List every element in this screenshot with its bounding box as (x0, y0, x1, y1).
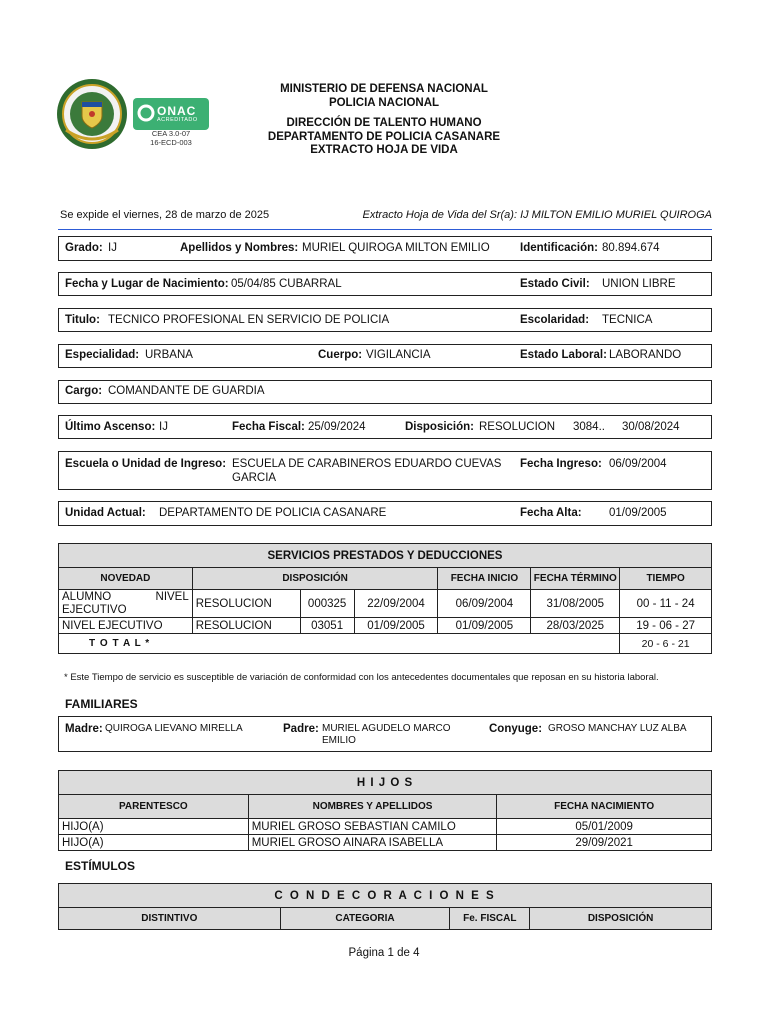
madre-value: QUIROGA LIEVANO MIRELLA (105, 723, 243, 734)
tiempo: 19 - 06 - 27 (620, 618, 712, 634)
parentesco: HIJO(A) (59, 819, 249, 835)
disposicion-number: 3084.. (573, 421, 605, 433)
estado-laboral-label: Estado Laboral: (520, 349, 607, 361)
cargo-value: COMANDANTE DE GUARDIA (108, 385, 265, 397)
escuela-value-line2: GARCIA (232, 472, 277, 484)
col-fe-fiscal: Fe. FISCAL (450, 908, 530, 930)
header-document-title: EXTRACTO HOJA DE VIDA (310, 144, 458, 156)
novedad-word2: NIVEL (155, 590, 189, 603)
onac-code-2: 16-ECD-003 (150, 138, 192, 147)
especialidad-label: Especialidad: (65, 349, 140, 361)
novedad-word1: ALUMNO (62, 590, 112, 603)
col-categoria: CATEGORIA (280, 908, 450, 930)
fecha-ingreso-label: Fecha Ingreso: (520, 458, 602, 470)
grado-label: Grado: (65, 242, 103, 254)
fecha-termino: 28/03/2025 (531, 618, 620, 634)
table-row (59, 618, 712, 634)
escuela-label: Escuela o Unidad de Ingreso: (65, 458, 227, 470)
nombre: MURIEL GROSO SEBASTIAN CAMILO (248, 819, 497, 835)
cargo-label: Cargo: (65, 385, 103, 397)
disposicion-value: RESOLUCION (479, 421, 556, 433)
estado-civil-value: UNION LIBRE (602, 278, 676, 290)
nacimiento-value: 05/04/85 CUBARRAL (231, 278, 342, 290)
parentesco: HIJO(A) (59, 835, 249, 851)
titulo-label: Titulo: (65, 314, 100, 326)
ultimo-ascenso-value: IJ (159, 421, 168, 433)
estado-laboral-value: LABORANDO (609, 349, 682, 361)
fecha-termino: 31/08/2005 (531, 590, 620, 618)
total-row (59, 634, 712, 654)
estado-civil-label: Estado Civil: (520, 278, 590, 290)
disposicion-tipo: RESOLUCION (192, 590, 300, 618)
fecha-inicio: 06/09/2004 (438, 590, 531, 618)
tiempo: 00 - 11 - 24 (620, 590, 712, 618)
identificacion-value: 80.894.674 (602, 242, 660, 254)
onac-accredited: ACREDITADO (157, 117, 198, 123)
col-novedad: NOVEDAD (59, 568, 193, 590)
conyuge-value: GROSO MANCHAY LUZ ALBA (548, 723, 687, 734)
novedad-cell: NIVEL EJECUTIVO (59, 618, 193, 634)
fecha-alta-value: 01/09/2005 (609, 507, 667, 519)
disposicion-numero: 03051 (300, 618, 354, 634)
table-row (59, 835, 712, 851)
issue-line (58, 208, 712, 230)
disposicion-label: Disposición: (405, 421, 475, 433)
novedad-cell (59, 590, 193, 618)
disposicion-fecha: 22/09/2004 (354, 590, 438, 618)
col-nombres: NOMBRES Y APELLIDOS (248, 795, 497, 819)
fecha-fiscal-label: Fecha Fiscal: (232, 421, 305, 433)
nombres-label: Apellidos y Nombres: (180, 242, 299, 254)
table-row (59, 819, 712, 835)
grado-value: IJ (108, 242, 117, 254)
col-parentesco: PARENTESCO (59, 795, 249, 819)
document-header (250, 83, 518, 158)
padre-value-line1: MURIEL AGUDELO MARCO (322, 723, 451, 734)
servicios-title: SERVICIOS PRESTADOS Y DEDUCCIONES (59, 544, 712, 568)
ascenso-box (58, 415, 712, 439)
fecha-alta-label: Fecha Alta: (520, 507, 582, 519)
col-fecha-termino: FECHA TÉRMINO (531, 568, 620, 590)
unidad-actual-label: Unidad Actual: (65, 507, 146, 519)
disposicion-fecha: 01/09/2005 (354, 618, 438, 634)
titulo-box (58, 308, 712, 332)
unidad-box (58, 501, 712, 526)
col-distintivo: DISTINTIVO (59, 908, 281, 930)
servicios-table (58, 543, 712, 654)
servicios-note: * Este Tiempo de servicio es susceptible de variación de conformidad con los antecedentes documentales que reposan en su historia laboral. (64, 672, 659, 683)
escolaridad-label: Escolaridad: (520, 314, 590, 326)
titulo-value: TECNICO PROFESIONAL EN SERVICIO DE POLICIA (108, 314, 390, 326)
onac-code-1: CEA 3.0-07 (151, 129, 191, 138)
fecha-nacimiento: 29/09/2021 (497, 835, 712, 851)
extract-subject: Extracto Hoja de Vida del Sr(a): IJ MILTON EMILIO MURIEL QUIROGA (362, 209, 712, 221)
padre-value-line2: EMILIO (322, 735, 356, 746)
grado-box (58, 236, 712, 261)
nacimiento-label: Fecha y Lugar de Nacimiento: (65, 278, 229, 290)
unidad-actual-value: DEPARTAMENTO DE POLICIA CASANARE (159, 507, 387, 519)
padre-label: Padre: (283, 723, 319, 735)
page-number: Página 1 de 4 (348, 947, 420, 959)
nombres-value: MURIEL QUIROGA MILTON EMILIO (302, 242, 490, 254)
madre-label: Madre: (65, 723, 103, 735)
col-disposicion: DISPOSICIÓN (530, 908, 712, 930)
escolaridad-value: TECNICA (602, 314, 653, 326)
escuela-box (58, 451, 712, 490)
novedad-word3: EJECUTIVO (62, 603, 127, 616)
disposicion-tipo: RESOLUCION (192, 618, 300, 634)
cargo-box (58, 380, 712, 404)
disposicion-numero: 000325 (300, 590, 354, 618)
col-fecha-nacimiento: FECHA NACIMIENTO (497, 795, 712, 819)
total-label: T O T A L * (59, 634, 620, 654)
familiares-box (58, 716, 712, 752)
cuerpo-value: VIGILANCIA (366, 349, 431, 361)
escuela-value-line1: ESCUELA DE CARABINEROS EDUARDO CUEVAS (232, 458, 502, 470)
onac-code (133, 129, 209, 147)
total-value: 20 - 6 - 21 (620, 634, 712, 654)
familiares-title: FAMILIARES (65, 697, 138, 711)
header-police: POLICIA NACIONAL (328, 96, 440, 109)
estimulos-title: ESTÍMULOS (65, 859, 136, 873)
nacimiento-box (58, 272, 712, 296)
hijos-title: H I J O S (59, 771, 712, 795)
hijos-table (58, 770, 712, 851)
fecha-nacimiento: 05/01/2009 (497, 819, 712, 835)
col-fecha-inicio: FECHA INICIO (438, 568, 531, 590)
especialidad-box (58, 344, 712, 368)
col-disposicion: DISPOSICIÓN (192, 568, 438, 590)
onac-logo (133, 98, 209, 130)
nombre: MURIEL GROSO AINARA ISABELLA (248, 835, 497, 851)
ultimo-ascenso-label: Último Ascenso: (65, 421, 156, 433)
issue-date: Se expide el viernes, 28 de marzo de 2025 (60, 209, 270, 221)
header-ministry: MINISTERIO DE DEFENSA NACIONAL (280, 83, 488, 95)
header-department: DEPARTAMENTO DE POLICIA CASANARE (267, 130, 501, 143)
onac-brand: ONAC (157, 104, 197, 118)
col-tiempo: TIEMPO (620, 568, 712, 590)
condecoraciones-table (58, 883, 712, 930)
especialidad-value: URBANA (145, 349, 193, 361)
fecha-ingreso-value: 06/09/2004 (609, 458, 667, 470)
disposicion-date: 30/08/2024 (622, 421, 680, 433)
conyuge-label: Conyuge: (489, 723, 543, 735)
condecoraciones-title: C O N D E C O R A C I O N E S (59, 884, 712, 908)
fecha-fiscal-value: 25/09/2024 (308, 421, 366, 433)
header-direction: DIRECCIÓN DE TALENTO HUMANO (286, 117, 482, 129)
onac-ring-icon (137, 104, 155, 122)
policia-nacional-emblem (56, 78, 128, 150)
fecha-inicio: 01/09/2005 (438, 618, 531, 634)
cuerpo-label: Cuerpo: (318, 349, 363, 361)
table-row (59, 590, 712, 618)
identificacion-label: Identificación: (520, 242, 598, 254)
